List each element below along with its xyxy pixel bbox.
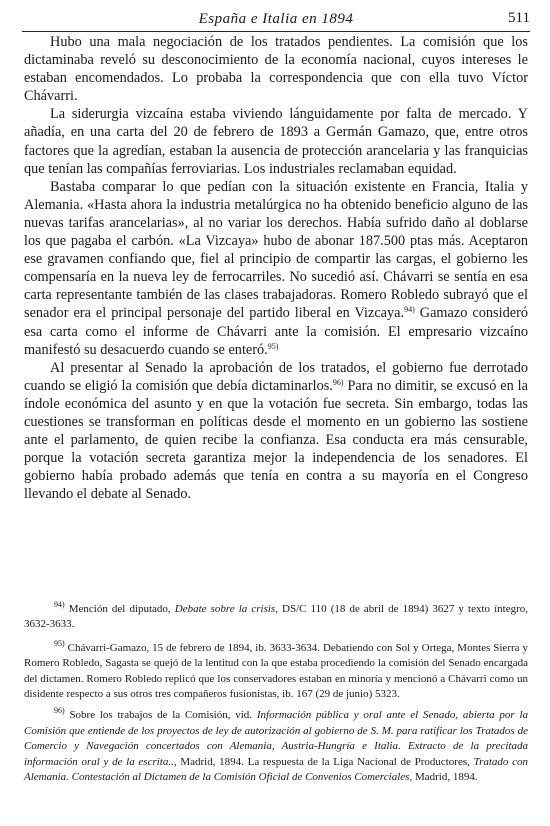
footnote-96 bbox=[24, 708, 528, 785]
footnote-95 bbox=[24, 638, 528, 703]
paragraph-text: Bastaba comparar lo que pedían con la situación existente en Francia, Italia y Alemania. «Hasta ahora la industria metalúrgica no ha obtenido beneficio alguno de las nuevas tarifas arancelarias», al no variar los derechos. Había sufrido daño al doblarse los que pagaba el carbón. «La Vizcaya» hubo de abonar 187.500 ptas más. Aceptaron ese gravamen confiando que, fiel al principio de compartir las cargas, el gobierno les compensaría en la nueva ley de ferrocarriles. No sucedió así. Chávarri se sentía en esa carta representante también de las clases trabajadoras. Romero Robledo subrayó que el senador era el principal personaje del partido liberal en Vizcaya. bbox=[24, 178, 528, 322]
footnote-citation-title: Tratado con Alemania. Contestación al Dictamen de la Comisión Oficial de Convenios Comerciales bbox=[24, 755, 529, 784]
header-rule bbox=[22, 31, 530, 32]
footnote-citation-title: Debate sobre la crisis bbox=[174, 603, 276, 615]
footnote-number: 94) bbox=[54, 600, 65, 609]
paragraph-text: Para no dimitir, se excusó en la índole económica del asunto y en que la votación fue secreta. Sin embargo, todas las cuestiones se transforman en políticas desde el momento en un gobierno las sostiene ante el parlamento, de quien recibe la confianza. Esa conducta era más censurable, porque la votación secreta garantiza mejor la independencia de los senadores. El gobierno había probado además que tenía en contra a su mayoría en el Congreso llevando el debate al Senado. bbox=[24, 377, 528, 503]
paragraph-text: Al presentar al Senado la aprobación de los tratados, el gobierno fue derrotado cuando se eligió la comisión que debía dictaminarlos. bbox=[24, 359, 528, 394]
paragraph-text: Gamazo consideró esa carta como el informe de Chávarri ante la comisión. El empresario vizcaíno manifestó su desacuerdo cuando se enteró. bbox=[24, 305, 528, 358]
paragraph bbox=[24, 359, 528, 504]
footnote-text: Mención del diputado, bbox=[64, 603, 175, 615]
footnotes bbox=[24, 602, 528, 791]
paragraph-text: La siderurgia vizcaína estaba viviendo lánguidamente por falta de mercado. Y añadía, en una carta del 20 de febrero de 1893 a Germán Gamazo, que, entre otros factores que la agredían, estaban la ausencia de protección arancelaria y las franquicias que tenían las compañías ferroviarias. Los industriales reclamaban equidad. bbox=[24, 106, 528, 177]
footnote-ref-95: 95) bbox=[267, 341, 279, 351]
footnote-citation-title: Información pública y oral ante el Senado, abierta por la Comisión que entiende de los proyectos de ley de autorización al gobierno de S. M. para ratificar los Tratados de Comercio y Navegación concertados con Alemania, Austria-Hungría e Italia. Extracto de la precitada información oral y de la escrita.. bbox=[24, 709, 529, 768]
footnote-ref-94: 94) bbox=[404, 305, 415, 315]
footnote-text: , Madrid, 1894. bbox=[409, 771, 478, 784]
paragraph bbox=[24, 33, 528, 105]
footnote-number: 95) bbox=[54, 638, 65, 648]
footnote-text: , Madrid, 1894. La respuesta de la Liga Nacional de Productores, bbox=[173, 755, 474, 768]
footnote-text: Chávarri-Gamazo, 15 de febrero de 1894, ib. 3633-3634. Debatiendo con Sol y Ortega, Montes Sierra y Romero Robledo, Sagasta se quejó de la lentitud con la que estaba procediendo la comisión del Senado encargada del dictamen. Romero Robledo replicó que los conservadores estaban en minoría y mencionó a Chávarri como un disidente respecto a sus otros tres compañeros fusionistas, ib. 167 (29 de junio) 5323. bbox=[24, 641, 528, 701]
footnote-94 bbox=[24, 602, 528, 633]
footnote-text: , DS/C 110 (18 de abril de 1894) 3627 y texto íntegro, 3632-3633. bbox=[24, 603, 528, 631]
running-header bbox=[22, 8, 530, 30]
footnote-text: Sobre los trabajos de la Comisión, vid. bbox=[64, 709, 257, 722]
footnote-ref-96: 96) bbox=[332, 377, 344, 387]
footnote-number: 96) bbox=[54, 706, 65, 716]
paragraph bbox=[24, 178, 528, 359]
body-text bbox=[24, 33, 528, 503]
paragraph bbox=[24, 105, 528, 177]
running-title: España e Italia en 1894 bbox=[198, 11, 354, 27]
page-number: 511 bbox=[508, 10, 530, 26]
paragraph-text: Hubo una mala negociación de los tratados pendientes. La comisión que los dictaminaba reveló su desconocimiento de la economía nacional, cuyos intereses le estaban encomendados. Lo probaba la correspondencia que con ella tuvo Víctor Chávarri. bbox=[24, 34, 528, 105]
